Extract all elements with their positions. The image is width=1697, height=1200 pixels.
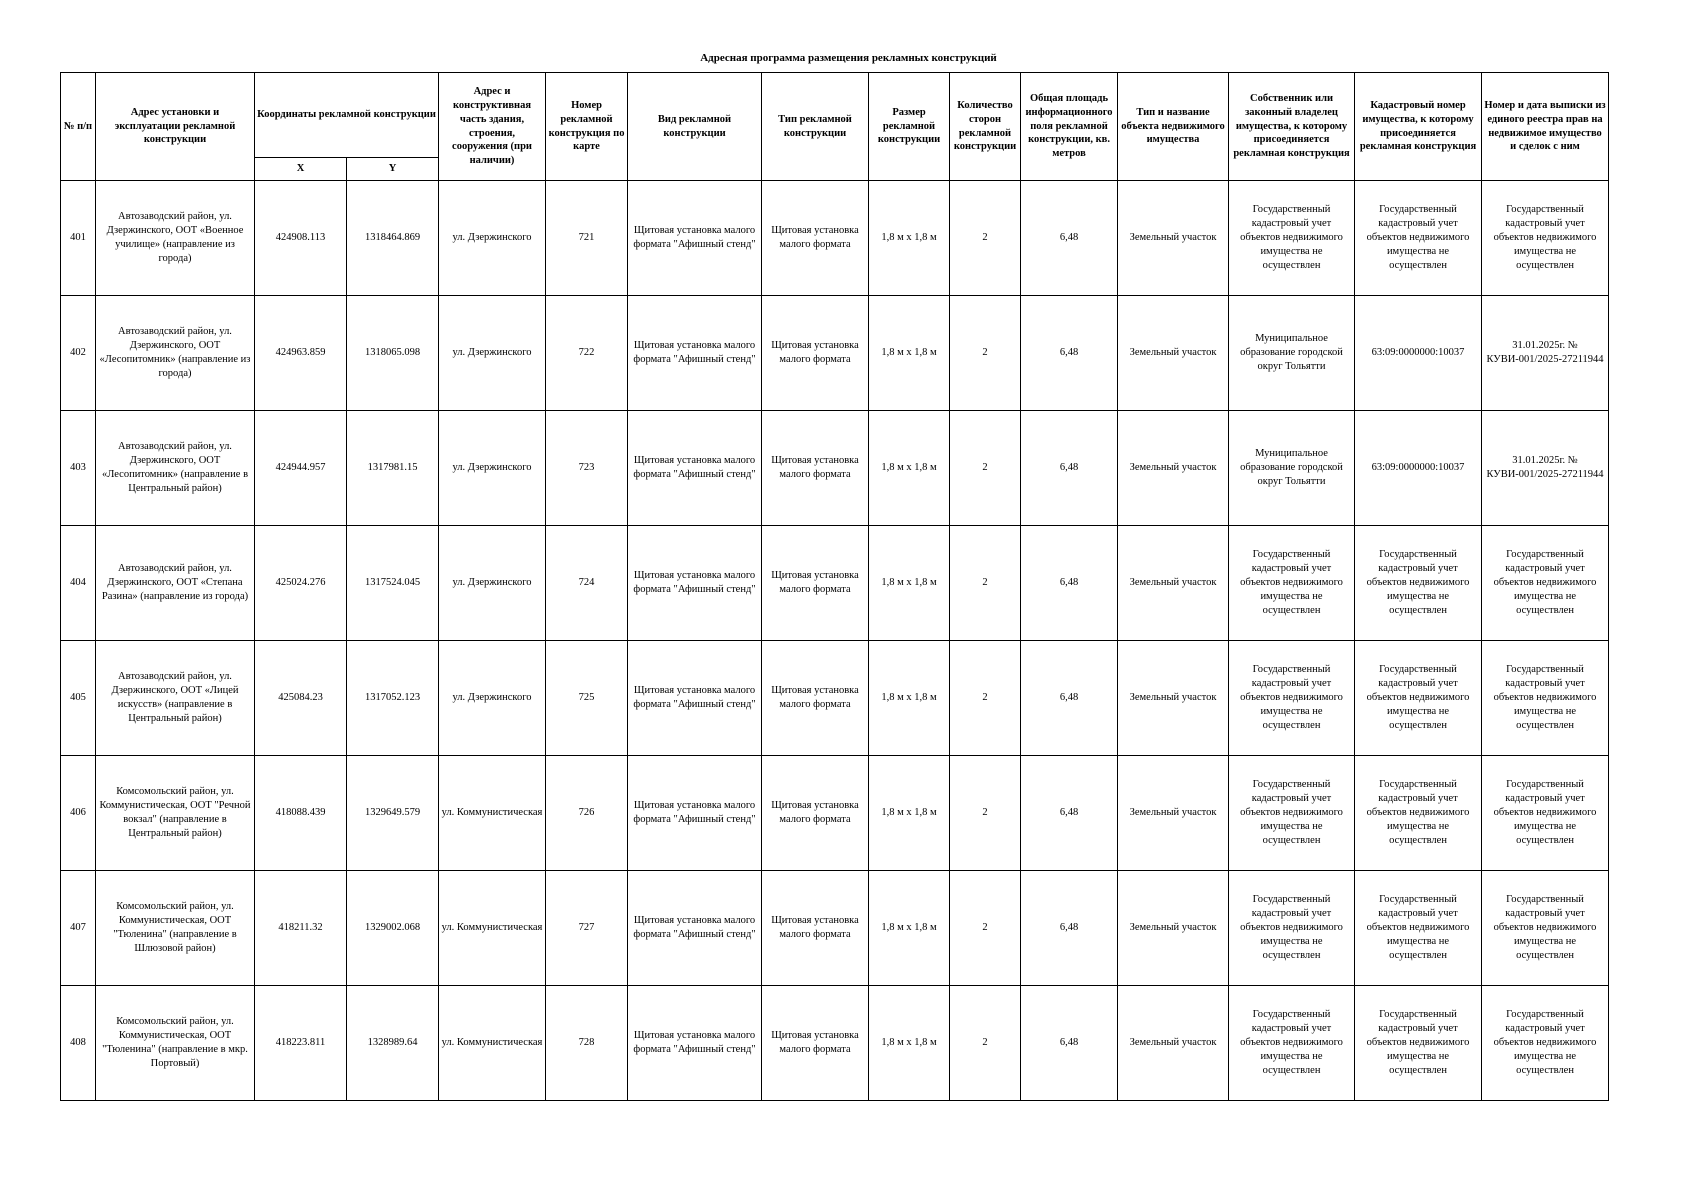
cell-address: Комсомольский район, ул. Коммунистическая, ООТ "Речной вокзал" (направление в Центральный район) [96, 756, 255, 871]
header-coords: Координаты рекламной конструкции [255, 73, 439, 158]
header-address: Адрес установки и эксплуатации рекламной конструкции [96, 73, 255, 181]
header-x: X [255, 158, 347, 181]
header-property: Тип и название объекта недвижимого имущества [1118, 73, 1229, 181]
cell-kind: Щитовая установка малого формата "Афишный стенд" [628, 871, 762, 986]
cell-y: 1317524.045 [347, 526, 439, 641]
cell-property: Земельный участок [1118, 641, 1229, 756]
table-row [61, 526, 1609, 641]
header-size: Размер рекламной конструкции [869, 73, 950, 181]
cell-property: Земельный участок [1118, 871, 1229, 986]
cell-registry: Государственный кадастровый учет объектов недвижимого имущества не осуществлен [1482, 641, 1609, 756]
table-header [61, 73, 1609, 181]
cell-registry: 31.01.2025г. № КУВИ-001/2025-27211944 [1482, 296, 1609, 411]
cell-owner: Государственный кадастровый учет объектов недвижимого имущества не осуществлен [1229, 986, 1355, 1101]
cell-property: Земельный участок [1118, 986, 1229, 1101]
advertising-table [60, 72, 1609, 1101]
cell-address: Комсомольский район, ул. Коммунистическая, ООТ "Тюленина" (направление в Шлюзовой район) [96, 871, 255, 986]
cell-sides: 2 [950, 871, 1021, 986]
cell-cadastral: 63:09:0000000:10037 [1355, 296, 1482, 411]
cell-building: ул. Коммунистическая [439, 986, 546, 1101]
cell-sides: 2 [950, 756, 1021, 871]
header-building: Адрес и конструктивная часть здания, строения, сооружения (при наличии) [439, 73, 546, 181]
cell-type: Щитовая установка малого формата [762, 181, 869, 296]
cell-property: Земельный участок [1118, 756, 1229, 871]
cell-property: Земельный участок [1118, 181, 1229, 296]
cell-kind: Щитовая установка малого формата "Афишный стенд" [628, 526, 762, 641]
cell-map-number: 722 [546, 296, 628, 411]
table-row [61, 871, 1609, 986]
cell-y: 1318065.098 [347, 296, 439, 411]
cell-sides: 2 [950, 986, 1021, 1101]
cell-kind: Щитовая установка малого формата "Афишный стенд" [628, 411, 762, 526]
cell-num: 408 [61, 986, 96, 1101]
cell-area: 6,48 [1021, 181, 1118, 296]
cell-x: 418211.32 [255, 871, 347, 986]
cell-num: 407 [61, 871, 96, 986]
cell-building: ул. Коммунистическая [439, 756, 546, 871]
cell-x: 424963.859 [255, 296, 347, 411]
header-kind: Вид рекламной конструкции [628, 73, 762, 181]
cell-area: 6,48 [1021, 641, 1118, 756]
cell-y: 1329649.579 [347, 756, 439, 871]
header-num: № п/п [61, 73, 96, 181]
cell-size: 1,8 м х 1,8 м [869, 411, 950, 526]
cell-x: 418088.439 [255, 756, 347, 871]
cell-type: Щитовая установка малого формата [762, 756, 869, 871]
table-row [61, 181, 1609, 296]
cell-num: 406 [61, 756, 96, 871]
cell-building: ул. Дзержинского [439, 411, 546, 526]
cell-registry: Государственный кадастровый учет объектов недвижимого имущества не осуществлен [1482, 181, 1609, 296]
cell-type: Щитовая установка малого формата [762, 986, 869, 1101]
cell-building: ул. Дзержинского [439, 296, 546, 411]
cell-area: 6,48 [1021, 871, 1118, 986]
cell-sides: 2 [950, 296, 1021, 411]
cell-type: Щитовая установка малого формата [762, 411, 869, 526]
table-row [61, 756, 1609, 871]
cell-sides: 2 [950, 526, 1021, 641]
cell-map-number: 726 [546, 756, 628, 871]
cell-size: 1,8 м х 1,8 м [869, 986, 950, 1101]
header-type: Тип рекламной конструкции [762, 73, 869, 181]
cell-building: ул. Дзержинского [439, 526, 546, 641]
header-cadastral: Кадастровый номер имущества, к которому присоединяется рекламная конструкция [1355, 73, 1482, 181]
cell-size: 1,8 м х 1,8 м [869, 181, 950, 296]
cell-kind: Щитовая установка малого формата "Афишный стенд" [628, 181, 762, 296]
cell-map-number: 728 [546, 986, 628, 1101]
cell-kind: Щитовая установка малого формата "Афишный стенд" [628, 296, 762, 411]
header-y: Y [347, 158, 439, 181]
table-row [61, 641, 1609, 756]
cell-size: 1,8 м х 1,8 м [869, 641, 950, 756]
cell-y: 1317052.123 [347, 641, 439, 756]
cell-registry: Государственный кадастровый учет объектов недвижимого имущества не осуществлен [1482, 526, 1609, 641]
cell-cadastral: Государственный кадастровый учет объектов недвижимого имущества не осуществлен [1355, 526, 1482, 641]
cell-address: Автозаводский район, ул. Дзержинского, ООТ «Военное училище» (направление из города) [96, 181, 255, 296]
header-map-number: Номер рекламной конструкция по карте [546, 73, 628, 181]
cell-map-number: 723 [546, 411, 628, 526]
cell-address: Автозаводский район, ул. Дзержинского, ООТ «Лесопитомник» (направление из города) [96, 296, 255, 411]
cell-num: 401 [61, 181, 96, 296]
cell-type: Щитовая установка малого формата [762, 641, 869, 756]
cell-address: Автозаводский район, ул. Дзержинского, ООТ «Лесопитомник» (направление в Центральный район) [96, 411, 255, 526]
cell-owner: Муниципальное образование городской округ Тольятти [1229, 411, 1355, 526]
cell-cadastral: Государственный кадастровый учет объектов недвижимого имущества не осуществлен [1355, 871, 1482, 986]
cell-owner: Государственный кадастровый учет объектов недвижимого имущества не осуществлен [1229, 181, 1355, 296]
cell-size: 1,8 м х 1,8 м [869, 296, 950, 411]
cell-sides: 2 [950, 411, 1021, 526]
cell-map-number: 725 [546, 641, 628, 756]
cell-property: Земельный участок [1118, 296, 1229, 411]
cell-building: ул. Коммунистическая [439, 871, 546, 986]
cell-kind: Щитовая установка малого формата "Афишный стенд" [628, 986, 762, 1101]
cell-type: Щитовая установка малого формата [762, 526, 869, 641]
cell-map-number: 721 [546, 181, 628, 296]
cell-num: 402 [61, 296, 96, 411]
cell-y: 1317981.15 [347, 411, 439, 526]
cell-owner: Муниципальное образование городской округ Тольятти [1229, 296, 1355, 411]
cell-building: ул. Дзержинского [439, 181, 546, 296]
cell-cadastral: Государственный кадастровый учет объектов недвижимого имущества не осуществлен [1355, 756, 1482, 871]
cell-size: 1,8 м х 1,8 м [869, 756, 950, 871]
cell-map-number: 724 [546, 526, 628, 641]
table-row [61, 986, 1609, 1101]
table-row [61, 296, 1609, 411]
cell-x: 418223.811 [255, 986, 347, 1101]
cell-registry: 31.01.2025г. № КУВИ-001/2025-27211944 [1482, 411, 1609, 526]
cell-area: 6,48 [1021, 986, 1118, 1101]
cell-type: Щитовая установка малого формата [762, 296, 869, 411]
cell-property: Земельный участок [1118, 526, 1229, 641]
cell-num: 405 [61, 641, 96, 756]
cell-building: ул. Дзержинского [439, 641, 546, 756]
cell-y: 1318464.869 [347, 181, 439, 296]
cell-map-number: 727 [546, 871, 628, 986]
cell-cadastral: 63:09:0000000:10037 [1355, 411, 1482, 526]
table-body [61, 181, 1609, 1101]
cell-address: Автозаводский район, ул. Дзержинского, ООТ «Лицей искусств» (направление в Центральный район) [96, 641, 255, 756]
cell-property: Земельный участок [1118, 411, 1229, 526]
cell-area: 6,48 [1021, 526, 1118, 641]
cell-x: 425024.276 [255, 526, 347, 641]
cell-owner: Государственный кадастровый учет объектов недвижимого имущества не осуществлен [1229, 871, 1355, 986]
cell-x: 424908.113 [255, 181, 347, 296]
cell-x: 425084.23 [255, 641, 347, 756]
cell-area: 6,48 [1021, 296, 1118, 411]
document-title: Адресная программа размещения рекламных конструкций [700, 52, 997, 64]
cell-cadastral: Государственный кадастровый учет объектов недвижимого имущества не осуществлен [1355, 641, 1482, 756]
cell-registry: Государственный кадастровый учет объектов недвижимого имущества не осуществлен [1482, 756, 1609, 871]
table-row [61, 411, 1609, 526]
cell-sides: 2 [950, 181, 1021, 296]
cell-y: 1329002.068 [347, 871, 439, 986]
cell-num: 403 [61, 411, 96, 526]
cell-size: 1,8 м х 1,8 м [869, 526, 950, 641]
cell-kind: Щитовая установка малого формата "Афишный стенд" [628, 756, 762, 871]
header-registry: Номер и дата выписки из единого реестра прав на недвижимое имущество и сделок с ним [1482, 73, 1609, 181]
cell-sides: 2 [950, 641, 1021, 756]
header-sides: Количество сторон рекламной конструкции [950, 73, 1021, 181]
cell-kind: Щитовая установка малого формата "Афишный стенд" [628, 641, 762, 756]
cell-registry: Государственный кадастровый учет объектов недвижимого имущества не осуществлен [1482, 986, 1609, 1101]
cell-address: Комсомольский район, ул. Коммунистическая, ООТ "Тюленина" (направление в мкр. Портовый) [96, 986, 255, 1101]
cell-area: 6,48 [1021, 756, 1118, 871]
cell-size: 1,8 м х 1,8 м [869, 871, 950, 986]
cell-address: Автозаводский район, ул. Дзержинского, ООТ «Степана Разина» (направление из города) [96, 526, 255, 641]
cell-type: Щитовая установка малого формата [762, 871, 869, 986]
cell-cadastral: Государственный кадастровый учет объектов недвижимого имущества не осуществлен [1355, 986, 1482, 1101]
header-area: Общая площадь информационного поля рекламной конструкции, кв. метров [1021, 73, 1118, 181]
cell-area: 6,48 [1021, 411, 1118, 526]
cell-owner: Государственный кадастровый учет объектов недвижимого имущества не осуществлен [1229, 526, 1355, 641]
header-owner: Собственник или законный владелец имущества, к которому присоединяется рекламная конструкция [1229, 73, 1355, 181]
cell-owner: Государственный кадастровый учет объектов недвижимого имущества не осуществлен [1229, 641, 1355, 756]
cell-num: 404 [61, 526, 96, 641]
cell-owner: Государственный кадастровый учет объектов недвижимого имущества не осуществлен [1229, 756, 1355, 871]
cell-cadastral: Государственный кадастровый учет объектов недвижимого имущества не осуществлен [1355, 181, 1482, 296]
cell-registry: Государственный кадастровый учет объектов недвижимого имущества не осуществлен [1482, 871, 1609, 986]
cell-y: 1328989.64 [347, 986, 439, 1101]
cell-x: 424944.957 [255, 411, 347, 526]
